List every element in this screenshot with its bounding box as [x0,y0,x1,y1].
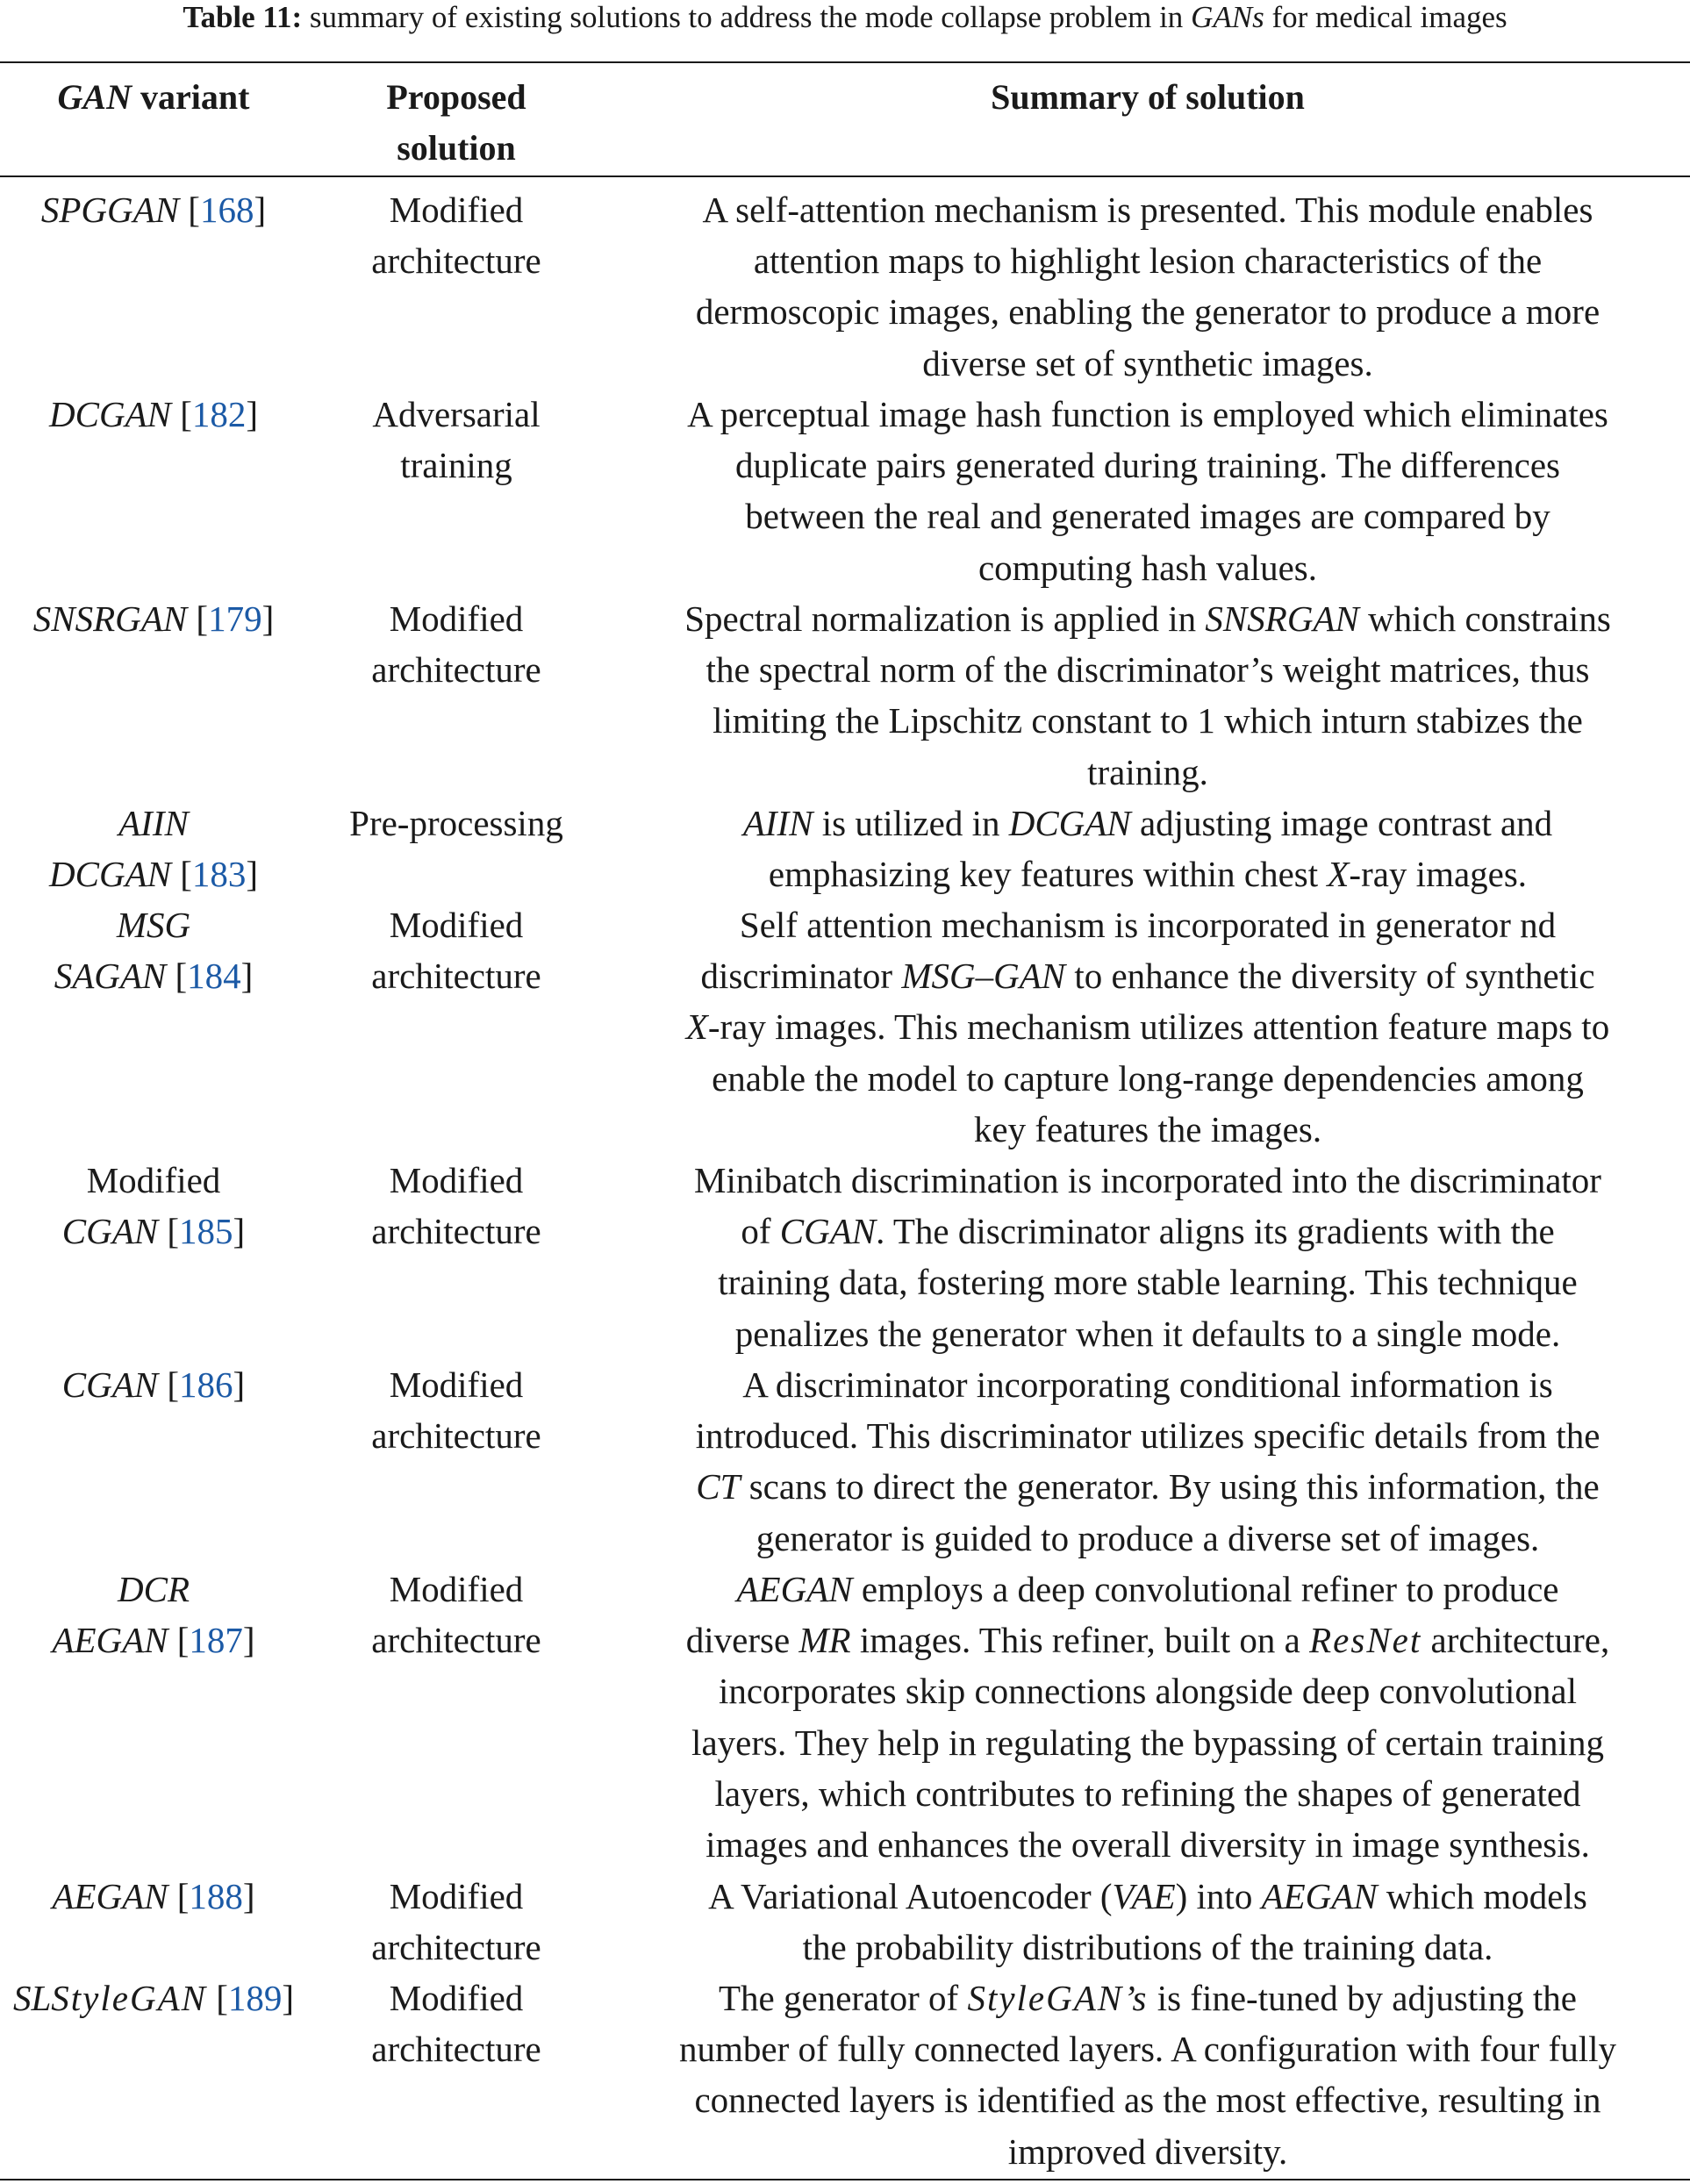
summary-cell: AIIN is utilized in DCGAN adjusting image contrast and emphasizing key features within chest X-ray images. [742,803,1553,895]
citation-link[interactable]: 184 [187,956,241,997]
table-caption [0,0,1690,35]
summary-cell: Minibatch discrimination is incorporated into the discriminator of CGAN. The discriminator aligns its gradients with the training data, fostering more stable learning. This technique penalizes the generator when it defaults to a single mode. [694,1160,1601,1354]
summary-cell: AEGAN employs a deep convolutional refiner to produce diverse MR images. This refiner, built on a ResNet architecture, incorporates skip connections alongside deep convolutional layers. They help in regulating the bypassing of certain training layers, which contributes to refining the shapes of generated images and enhances the overall diversity in image synthesis. [685,1569,1610,1865]
variant-cell: MSG SAGAN [184] [54,905,254,997]
variant-cell: SNSRGAN [179] [32,598,275,639]
citation-link[interactable]: 187 [189,1620,243,1661]
summary-cell: A self-attention mechanism is presented. This module enables attention maps to highlight lesion characteristics of the dermoscopic images, enabling the generator to produce a more diverse set of synthetic images. [695,190,1600,383]
citation-link[interactable]: 188 [189,1876,243,1916]
solution-cell: Modified architecture [371,905,541,997]
summary-cell: A discriminator incorporating conditional information is introduced. This discriminator utilizes specific details from the CT scans to direct the generator. By using this information, the generator is guided to produce a diverse set of images. [695,1364,1600,1558]
variant-cell: AEGAN [188] [52,1876,255,1916]
solution-cell: Pre-processing [349,803,563,843]
solution-cell: Modified architecture [371,1876,541,1968]
citation-link[interactable]: 189 [227,1978,283,2018]
summary-cell: A Variational Autoencoder (VAE) into AEGAN which models the probability distributions of the training data. [708,1876,1587,1968]
variant-cell: DCGAN [182] [48,394,259,434]
variant-cell: DCR AEGAN [187] [52,1569,255,1661]
variant-cell: SLStyleGAN [189] [12,1978,295,2018]
header-summary: Summary of solution [991,77,1305,117]
citation-link[interactable]: 183 [191,854,247,895]
variant-cell: CGAN [186] [61,1364,246,1405]
citation-link[interactable]: 185 [179,1211,233,1252]
header-gan-variant: GAN variant [57,77,250,117]
citation-link[interactable]: 168 [199,190,254,230]
caption-text: summary of existing solutions to address the mode collapse problem in [302,0,1192,34]
solution-cell: Modified architecture [371,598,541,691]
solution-cell: Modified architecture [371,1569,541,1661]
solution-cell: Modified architecture [371,1978,541,2070]
solution-cell: Modified architecture [371,1364,541,1457]
solution-cell: Modified architecture [371,190,541,282]
variant-cell: Modified CGAN [185] [61,1160,246,1252]
header-rule [0,175,1690,177]
summary-cell: Self attention mechanism is incorporated in generator nd discriminator MSG–GAN to enhance the diversity of synthetic X-ray images. This mechanism utilizes attention feature maps to enable the model to capture long-range dependencies among key features the images. [685,905,1610,1149]
caption-text-end: for medical images [1264,0,1507,34]
summary-cell: The generator of StyleGAN’s is fine-tuned by adjusting the number of fully connected layers. A configuration with four fully connected layers is identified as the most effective, resulting in improved diversity. [678,1978,1616,2172]
bottom-rule [0,2179,1690,2180]
caption-label: Table 11: [183,0,303,34]
variant-cell: AIIN DCGAN [183] [48,803,259,895]
summary-cell: Spectral normalization is applied in SNSRGAN which constrains the spectral norm of the discriminator’s weight matrices, thus limiting the Lipschitz constant to 1 which inturn stabizes the training. [684,598,1611,792]
solution-cell: Adversarial training [372,394,541,486]
top-rule [0,61,1690,63]
summary-cell: A perceptual image hash function is employed which eliminates duplicate pairs generated during training. The differences between the real and generated images are compared by computing hash values. [687,394,1608,588]
caption-gans: GANs [1191,0,1264,34]
variant-cell: SPGGAN [168] [40,190,267,230]
header-proposed-solution: Proposed solution [386,77,526,168]
citation-link[interactable]: 182 [191,394,247,434]
citation-link[interactable]: 186 [179,1364,233,1405]
citation-link[interactable]: 179 [208,598,262,639]
solution-cell: Modified architecture [371,1160,541,1252]
